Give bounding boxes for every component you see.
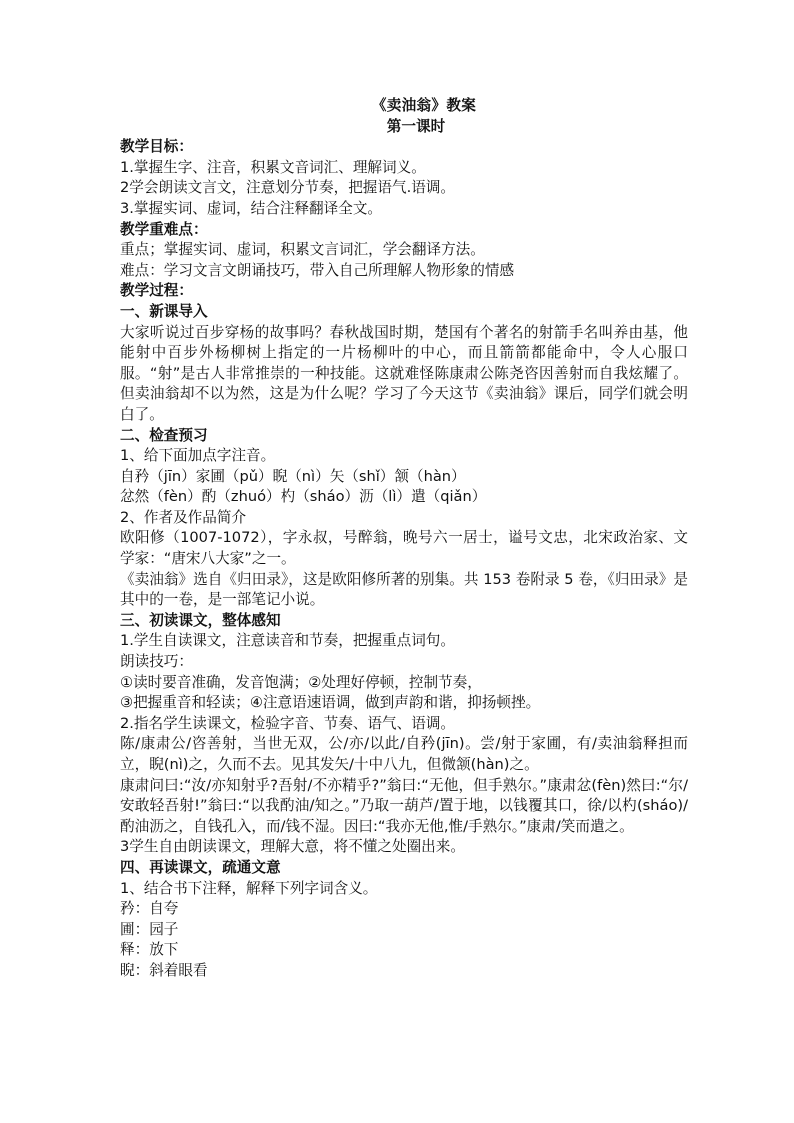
section-heading-intro: 一、新课导入 (120, 302, 208, 320)
section-heading-preview: 二、检查预习 (120, 426, 208, 444)
objective-item: 1.掌握生字、注音，积累文音词汇、理解词义。 (120, 158, 426, 176)
text-passage: 康肃问曰:“汝/亦知射乎?吾射/不亦精乎?”翁曰:“无他，但手熟尔。”康肃忿(fèn)然曰:“尔/安敢轻吾射!”翁曰:“以我酌油/知之。”乃取一葫芦/置于地，以钱覆其口，徐/以杓(sháo)/酌油沥之，自钱孔入，而/钱不湿。因曰:“我亦无他,惟/手熟尔。”康肃/笑而遣之。 (120, 776, 688, 835)
section-heading-second-reading: 四、再读课文，疏通文意 (120, 858, 281, 876)
objectives-heading: 教学目标： (120, 138, 193, 156)
reading-item: 1.学生自读课文，注意读音和节奏，把握重点词句。 (120, 632, 455, 650)
reading-tip: ③把握重音和轻读；④注意语速语调，做到声韵和谐，抑扬顿挫。 (120, 694, 541, 712)
objective-item: 2学会朗读文言文，注意划分节奏，把握语气.语调。 (120, 179, 455, 197)
work-intro: 《卖油翁》选自《归田录》，这是欧阳修所著的别集。共 153 卷附录 5 卷，《归田录》是其中的一卷，是一部笔记小说。 (120, 570, 688, 609)
process-heading: 教学过程： (120, 282, 193, 300)
page-title: 《卖油翁》教案 (371, 97, 477, 114)
glossary-item: 矜：自夸 (120, 900, 179, 918)
author-intro: 欧阳修（1007-1072），字永叔，号醉翁，晚号六一居士，谥号文忠，北宋政治家、文学家：“唐宋八大家”之一。 (120, 529, 688, 568)
keypoints-heading: 教学重难点： (120, 220, 208, 238)
glossary-instruction: 1、结合书下注释，解释下列字词含义。 (120, 879, 378, 897)
glossary-item: 睨：斜着眼看 (120, 961, 208, 979)
keypoint-item: 难点：学习文言文朗诵技巧，带入自己所理解人物形象的情感 (120, 261, 515, 279)
glossary-item: 释：放下 (120, 941, 179, 959)
objective-item: 3.掌握实词、虚词，结合注释翻译全文。 (120, 199, 383, 217)
reading-item: 2.指名学生读课文，检验字音、节奏、语气、语调。 (120, 714, 455, 732)
lesson-plan-body (120, 96, 688, 982)
intro-paragraph: 大家听说过百步穿杨的故事吗？春秋战国时期，楚国有个著名的射箭手名叫养由基，他能射中百步外杨柳树上指定的一片杨柳叶的中心，而且箭箭都能命中，令人心服口服。“射”是古人非常推崇的一种技能。这就难怪陈康肃公陈尧咨因善射而自我炫耀了。但卖油翁却不以为然，这是为什么呢？学习了今天这节《卖油翁》课后，同学们就会明白了。 (120, 323, 688, 423)
keypoint-item: 重点；掌握实词、虚词，积累文言词汇，学会翻译方法。 (120, 241, 485, 259)
preview-item: 1、给下面加点字注音。 (120, 447, 276, 465)
page-subtitle: 第一课时 (386, 117, 446, 135)
glossary-item: 圃：园子 (120, 920, 179, 938)
reading-tip: ①读时要音准确，发音饱满；②处理好停顿，控制节奏， (120, 673, 482, 691)
text-passage: 陈/康肃公/咨善射，当世无双，公/亦/以此/自矜(jīn)。尝/射于家圃，有/卖油翁释担而立，睨(nì)之，久而不去。见其发矢/十中八九，但微颔(hàn)之。 (120, 735, 688, 773)
reading-item: 3学生自由朗读课文，理解大意，将不懂之处圈出来。 (120, 838, 465, 856)
preview-item: 2、作者及作品简介 (120, 508, 247, 526)
pinyin-line: 自矜（jīn）家圃（pǔ）睨（nì）矢（shǐ）颔（hàn） (120, 467, 466, 485)
pinyin-line: 忿然（fèn）酌（zhuó）杓（sháo）沥（lì）遣（qiǎn） (120, 488, 487, 506)
section-heading-first-reading: 三、初读课文，整体感知 (120, 611, 281, 629)
reading-tips-label: 朗读技巧： (120, 653, 193, 671)
